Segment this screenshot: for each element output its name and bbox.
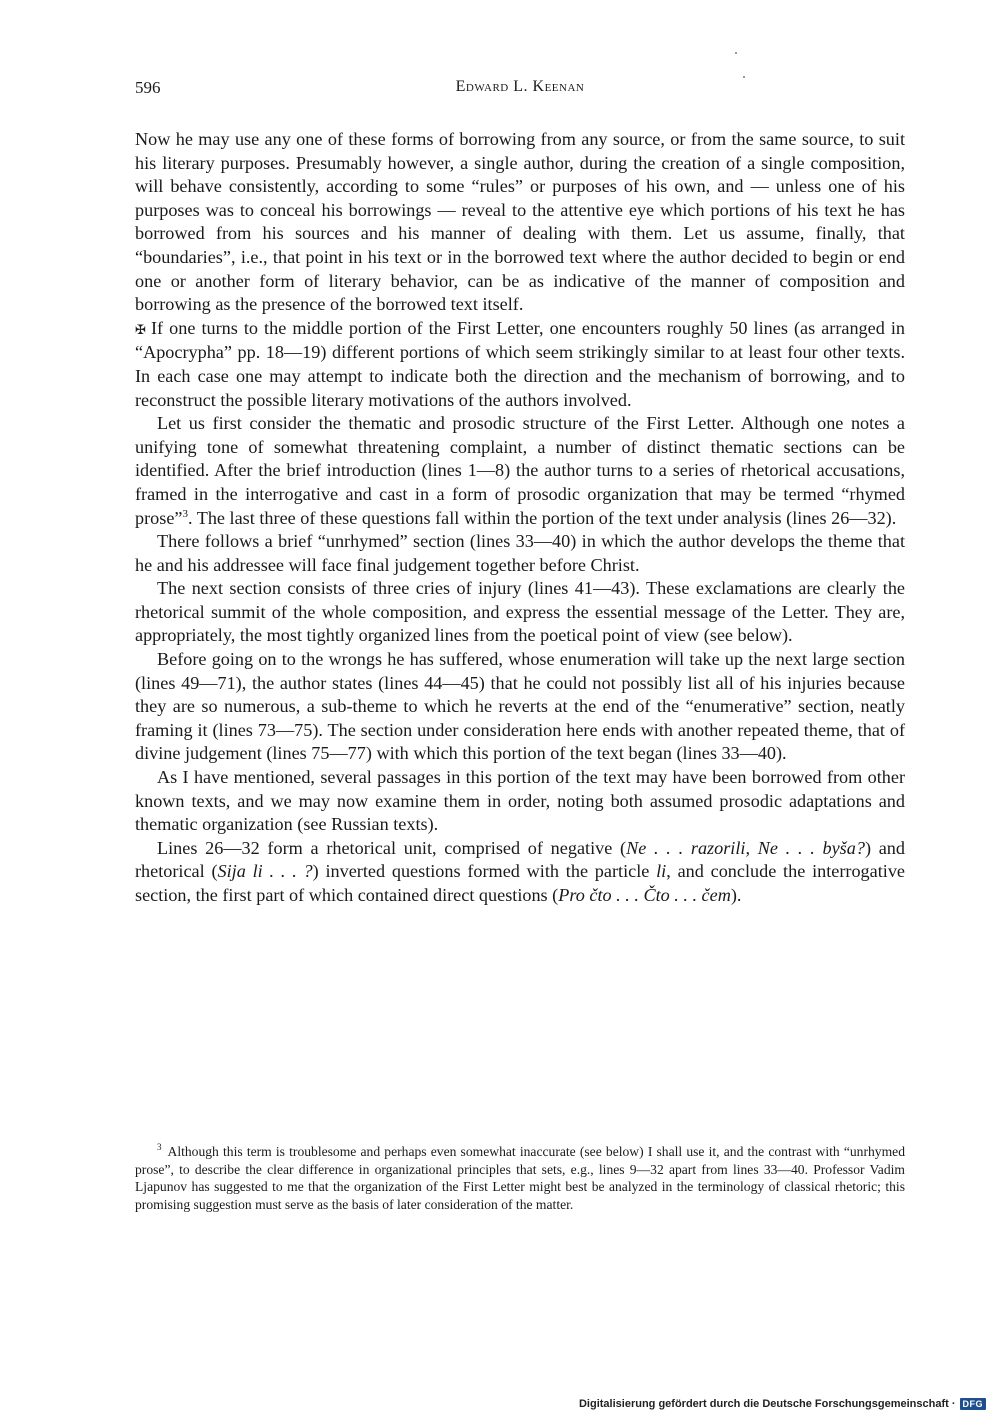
paragraph-3 [135, 412, 905, 530]
paragraph-8-text-c: ) inverted questions formed with the particle [312, 861, 657, 882]
paragraph-8-text-a: Lines 26—32 form a rhetorical unit, comprised of negative ( [157, 837, 627, 858]
paragraph-4: There follows a brief “unrhymed” section (lines 33—40) in which the author develops the theme that he and his addressee will face final judgement together before Christ. [135, 531, 905, 575]
italic-phrase-negative: Ne . . . razorili, Ne . . . byša? [626, 837, 865, 858]
dfg-logo: DFG [960, 1398, 987, 1410]
footnote [135, 1143, 905, 1213]
footnote-reference[interactable]: 3 [182, 507, 188, 520]
footnote-mark: 3 [157, 1142, 162, 1153]
italic-phrase-direct: Pro čto . . . Čto . . . čem [558, 885, 731, 905]
paragraph-8-text-e: ). [730, 885, 742, 905]
paragraph-8-text-b: ) and rhetorical ( [135, 837, 905, 882]
paragraph-8-text-d: , and conclude the interrogative section, the first part of which contained direct questions ( [135, 861, 905, 905]
page-header [135, 78, 905, 102]
paragraph-2 [135, 317, 905, 412]
paragraph-3-text-b: . The last three of these questions fall within the portion of the text under analysis (lines 26—32). [187, 507, 897, 528]
paragraph-6: Before going on to the wrongs he has suffered, whose enumeration will take up the next large section (lines 49—71), the author states (lines 44—45) that he could not possibly list all of his injuries because they are so numerous, a sub-theme to which he reverts at the end of the “enumerative” section, neatly framing it (lines 73—75). The section under consideration here ends with another repeated theme, that of divine judgement (lines 75—77) with which this portion of the text began (lines 33—40). [135, 649, 905, 764]
body-text [135, 128, 905, 908]
paragraph-7: As I have mentioned, several passages in this portion of the text may have been borrowed from other known texts, and we may now examine them in order, noting both assumed prosodic adaptations and thematic organization (see Russian texts). [135, 767, 905, 835]
italic-particle: li [656, 861, 667, 882]
margin-marker-icon: ✠ [135, 321, 146, 337]
footnote-text: Although this term is troublesome and perhaps even somewhat inaccurate (see below) I shall use it, and the contrast with “unrhymed prose”, to describe the clear difference in organizational principles that sets, e.g., lines 9—32 apart from lines 33—40. Professor Vadim Ljapunov has suggested to me that the organization of the First Letter might best be analyzed in the terminology of classical rhetoric; this promising suggestion must serve as the basis of later consideration of the matter. [135, 1144, 905, 1212]
paragraph-5: The next section consists of three cries of injury (lines 41—43). These exclamations are clearly the rhetorical summit of the whole composition, and express the essential message of the Letter. They are, appropriately, the most tightly organized lines from the poetical point of view (see below). [135, 578, 905, 646]
scan-artifact [735, 52, 737, 54]
paragraph-2-text: If one turns to the middle portion of the First Letter, one encounters roughly 50 lines (as arranged in “Apocrypha” pp. 18—19) different portions of which seem strikingly similar to at least four other texts. In each case one may attempt to indicate both the direction and the mechanism of borrowing, and to reconstruct the possible literary motivations of the authors involved. [135, 317, 905, 410]
page-number: 596 [135, 78, 161, 97]
running-head: Edward L. Keenan [455, 78, 585, 95]
paragraph-1: Now he may use any one of these forms of borrowing from any source, or from the same source, to suit his literary purposes. Presumably however, a single author, during the creation of a single composition, will behave consistently, according to some “rules” or purposes of his own, and — unless one of his purposes was to conceal his borrowings — reveal to the attentive eye which portions of his text he has borrowed from his sources and his manner of dealing with them. Let us assume, finally, that “boundaries”, i.e., that point in his text or in the borrowed text where the author decided to begin or end one or another form of literary behavior, can be as indicative of the manner of composition and borrowing as the presence of the borrowed text itself. [135, 129, 905, 315]
italic-phrase-rhetorical: Sija li . . . ? [217, 861, 313, 882]
credit-text: Digitalisierung gefördert durch die Deutsche Forschungsgemeinschaft · [578, 1398, 956, 1410]
paragraph-3-text-a: Let us first consider the thematic and prosodic structure of the First Letter. Although one notes a unifying tone of somewhat threatening complaint, a number of distinct thematic sections can be identified. After the brief introduction (lines 1—8) the author turns to a series of rhetorical accusations, framed in the interrogative and cast in a form of prosodic organization that may be termed “rhymed prose” [135, 413, 905, 528]
paragraph-8 [135, 837, 905, 908]
digitization-credit [579, 1398, 986, 1410]
